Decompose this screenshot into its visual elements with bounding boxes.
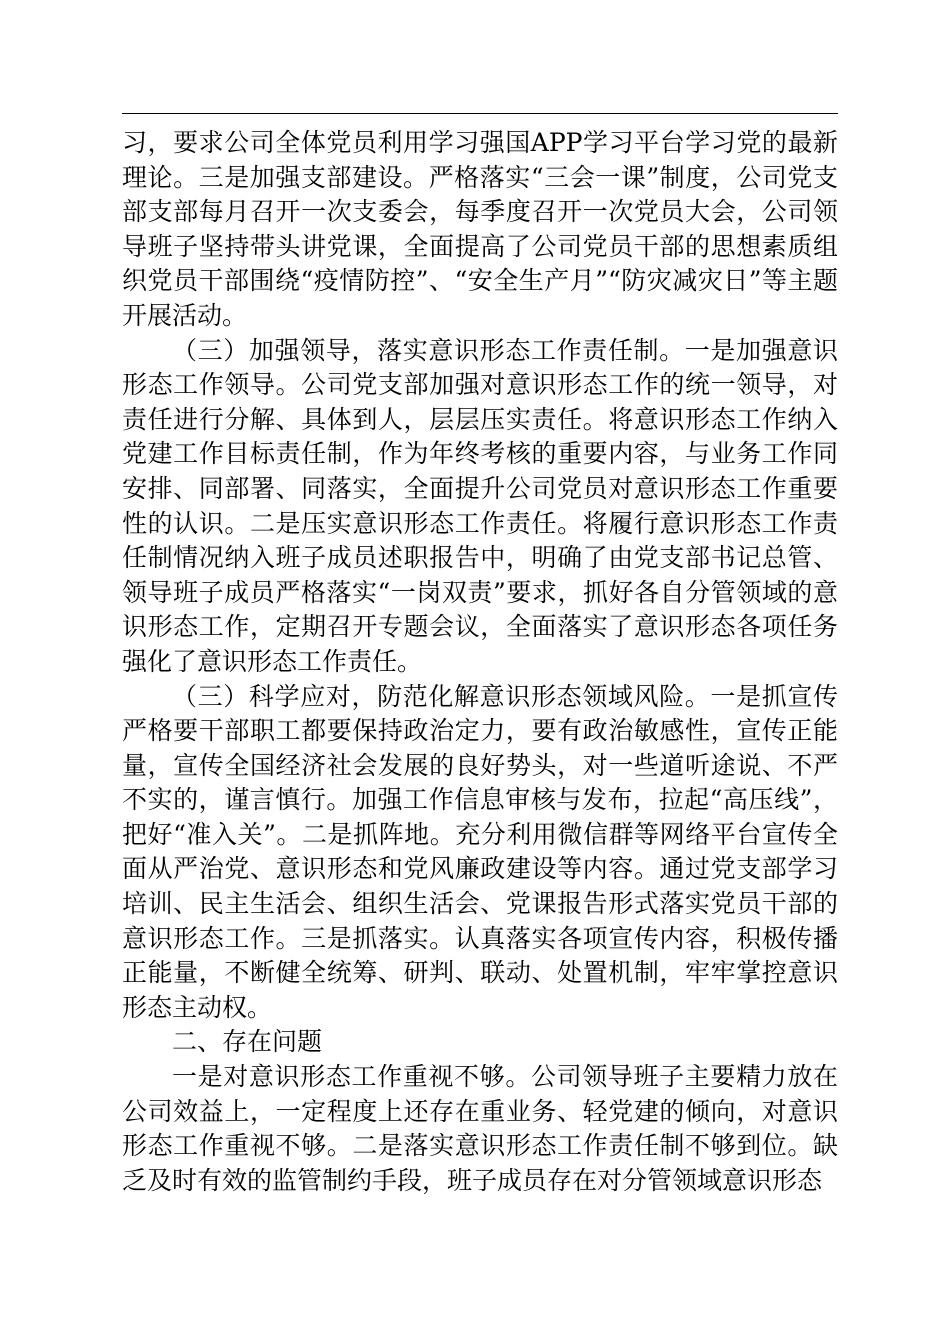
header-rule [122,113,838,114]
paragraph-problems: 一是对意识形态工作重视不够。公司领导班子主要精力放在公司效益上，一定程度上还存在重业务、轻党建的倾向，对意识形态工作重视不够。二是落实意识形态工作责任制不够到位。缺乏及时有效的监管制约手段，班子成员存在对分管领域意识形态 [122,1062,838,1195]
paragraph-continued: 习，要求公司全体党员利用学习强国APP学习平台学习党的最新理论。三是加强支部建设。严格落实“三会一课”制度，公司党支部支部每月召开一次支委会，每季度召开一次党员大会，公司领导班子坚持带头讲党课，全面提高了公司党员干部的思想素质组织党员干部围绕“疫情防控”、“安全生产月”“防灾减灾日”等主题开展活动。 [122,128,838,330]
paragraph-section-leadership: （三）加强领导，落实意识形态工作责任制。一是加强意识形态工作领导。公司党支部加强对意识形态工作的统一领导，对责任进行分解、具体到人，层层压实责任。将意识形态工作纳入党建工作目标责任制，作为年终考核的重要内容，与业务工作同安排、同部署、同落实，全面提升公司党员对意识形态工作重要性的认识。二是压实意识形态工作责任。将履行意识形态工作责任制情况纳入班子成员述职报告中，明确了由党支部书记总管、领导班子成员严格落实“一岗双责”要求，抓好各自分管领域的意识形态工作，定期召开专题会议，全面落实了意识形态各项任务强化了意识形态工作责任。 [122,335,838,676]
document-body [122,126,838,1198]
section-heading-problems: 二、存在问题 [172,1027,323,1057]
paragraph-section-risk: （三）科学应对，防范化解意识形态领域风险。一是抓宣传严格要干部职工都要保持政治定力，要有政治敏感性，宣传正能量，宣传全国经济社会发展的良好势头，对一些道听途说、不严不实的，谨言慎行。加强工作信息审核与发布，拉起“高压线”，把好“准入关”。二是抓阵地。充分利用微信群等网络平台宣传全面从严治党、意识形态和党风廉政建设等内容。通过党支部学习培训、民主生活会、组织生活会、党课报告形式落实党员干部的意识形态工作。三是抓落实。认真落实各项宣传内容，积极传播正能量，不断健全统筹、研判、联动、处置机制，牢牢掌控意识形态主动权。 [122,681,838,1022]
